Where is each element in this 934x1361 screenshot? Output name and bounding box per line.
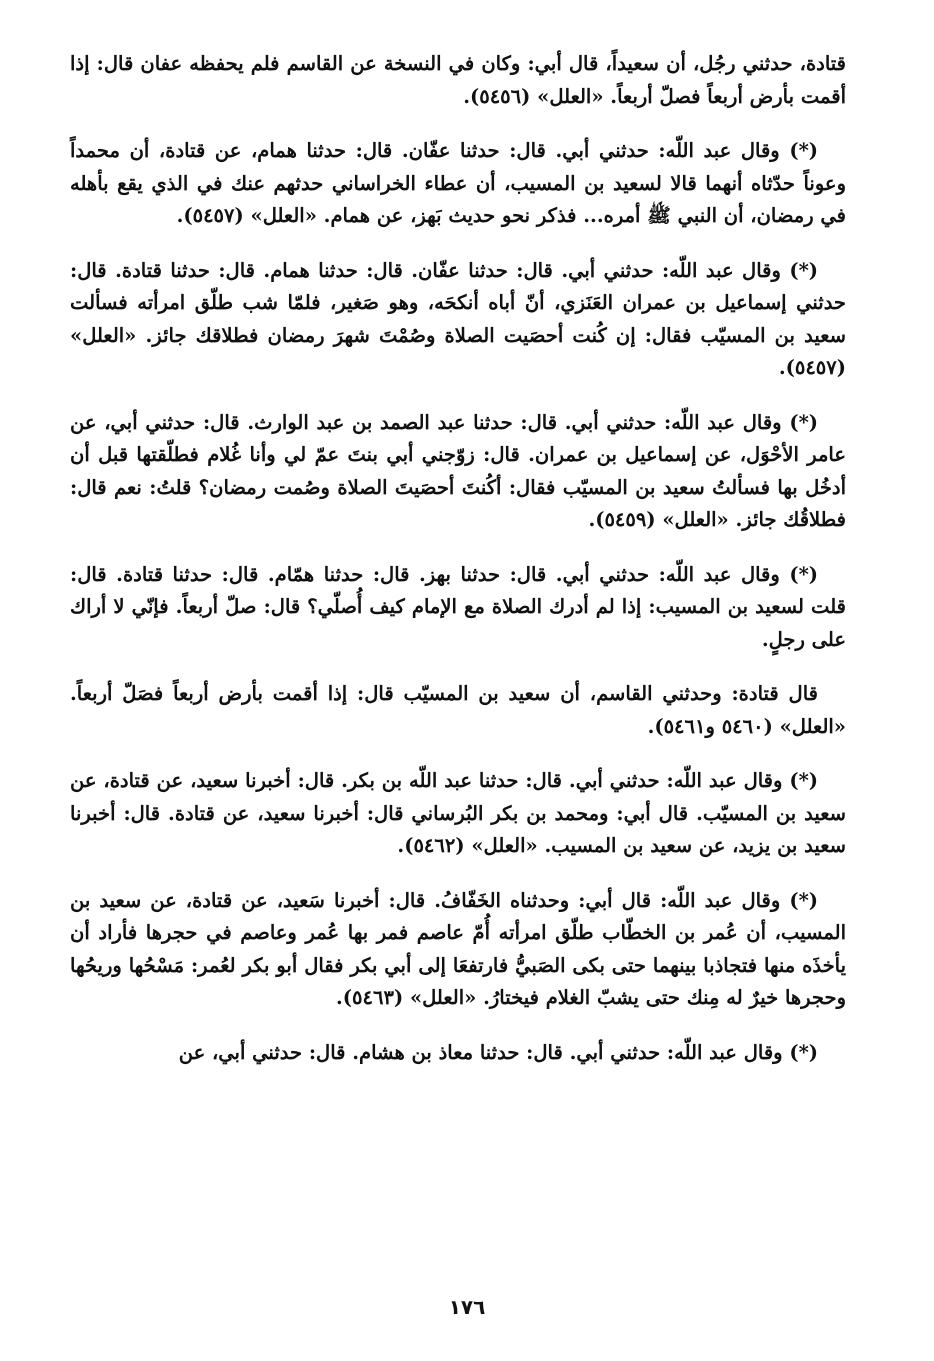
paragraph-7: (*) وقال عبد اللّه: حدثني أبي. قال: حدثنا عبد اللّه بن بكر. قال: أخبرنا سعيد، عن قتادة، عن سعيد بن المسيّب. قال أبي: ومحمد بن بكر البُرساني قال: أخبرنا سعيد، عن قتادة. قال: أخبرنا سعيد بن يزيد، عن سعيد بن المسيب. «العلل» (٥٤٦٢).	[70, 769, 846, 857]
paragraph-5: (*) وقال عبد اللّه: حدثني أبي. قال: حدثنا بهز. قال: حدثنا همّام. قال: حدثنا قتادة. قال: قلت لسعيد بن المسيب: إذا لم أدرك الصلاة مع الإمام كيف أُصلّي؟ قال: صلّ أربعاً. فإنّي لا أراك على رجلٍ.	[70, 562, 846, 651]
paragraph-3: (*) وقال عبد اللّه: حدثني أبي. قال: حدثنا عفّان. قال: حدثنا همام. قال: حدثنا قتادة. قال: حدثني إسماعيل بن عمران العَنَزي، أنّ أباه أنكحَه، وهو صَغير، فلمّا شب طلّق امرأته فسألت سعيد بن المسيّب فقال: إن كُنت أحصَيت الصلاة وصُمْتَ شهرَ رمضان فطلاقك جائز. «العلل» (٥٤٥٧).	[70, 258, 846, 379]
paragraph-8: (*) وقال عبد اللّه: قال أبي: وحدثناه الخَفّافُ. قال: أخبرنا سَعيد، عن قتادة، عن سعيد بن المسيب، أن عُمر بن الخطّاب طلّق امرأته أُمّ عاصم فمر بها عُمر وعاصم في حجرها فأراد أن يأخذَه منها فتجاذبا بينهما حتى بكى الصَبيُّ فارتفعَا إلى أبي بكر فقال أبو بكر لعُمر: مَسْحُها وريحُها وحجرها خيرٌ له مِنك حتى يشبّ الغلام فيختارُ. «العلل» (٥٤٦٣).	[70, 888, 846, 1009]
page-number: ١٧٦	[448, 1295, 486, 1319]
paragraph-1: قتادة، حدثني رجُل، أن سعيداً، قال أبي: وكان في النسخة عن القاسم فلم يحفظه عفان قال: إذا أقمت بأرض أربعاً فصلّ أربعاً. «العلل» (٥٤٥٦).	[70, 52, 846, 108]
paragraph-9: (*) وقال عبد اللّه: حدثني أبي. قال: حدثنا معاذ بن هشام. قال: حدثني أبي، عن	[178, 1040, 818, 1064]
paragraph-6: قال قتادة: وحدثني القاسم، أن سعيد بن المسيّب قال: إذا أقمت بأرض أربعاً فصَلّ أربعاً. «العلل» (٥٤٦٠ و٥٤٦١).	[70, 682, 846, 738]
paragraph-4: (*) وقال عبد اللّه: حدثني أبي. قال: حدثنا عبد الصمد بن عبد الوارث. قال: حدثني أبي، عن عامر الأحْوَل، عن إسماعيل بن عمران. قال: زوّجني أبي بنتَ عمّ لي وأنا غُلام فطلّقتها قبل أن أدخُل بها فسألتُ سعيد بن المسيّب فقال: أكُنتَ أحصَيتَ الصلاة وصُمت رمضان؟ قلتُ: نعم قال: فطلاقُك جائز. «العلل» (٥٤٥٩).	[70, 410, 846, 531]
page-body	[70, 48, 846, 1091]
paragraph-2: (*) وقال عبد اللّه: حدثني أبي. قال: حدثنا عفّان. قال: حدثنا همام، عن قتادة، أن محمداً وعوناً حدّثاه أنهما قالا لسعيد بن المسيب، أن عطاء الخراساني حدثهم عنك في الذي يقع بأهله في رمضان، أن النبي ﷺ أمره... فذكر نحو حديث بَهز، عن همام. «العلل» (٥٤٥٧).	[70, 139, 846, 227]
